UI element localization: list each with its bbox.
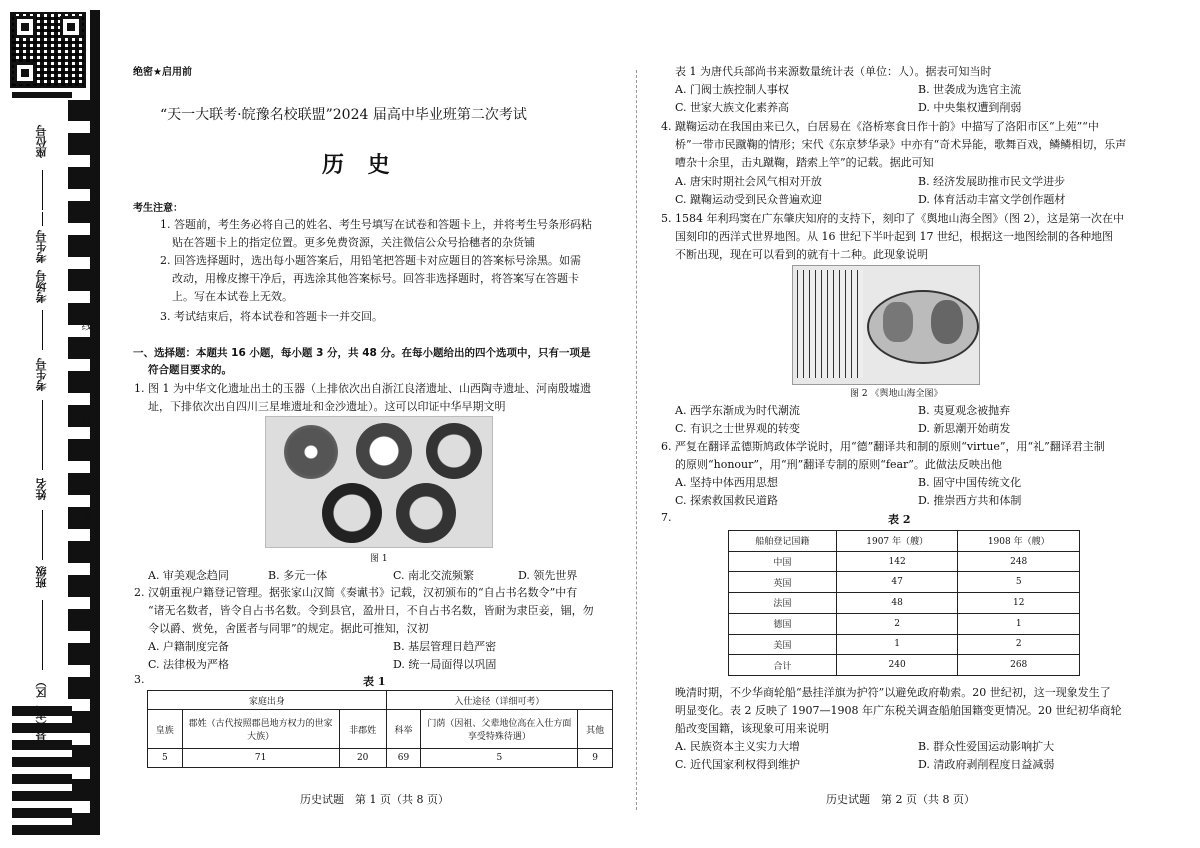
q2-option-b: B. 基层管理日趋严密 (393, 640, 497, 653)
q3-option-b: B. 世袭成为选官主流 (918, 83, 1022, 96)
column-divider (636, 70, 637, 810)
table1-header: 郡姓（古代按照郡邑地方权力的世家大族） (182, 710, 339, 749)
table2-cell: 法国 (729, 593, 837, 614)
table1-cell: 69 (386, 748, 421, 767)
notice-line: 3. 考试结束后，将本试卷和答题卡一并交回。 (160, 310, 383, 323)
q2-text: “诸无名数者，皆令自占书名数。令到县官，盈卅日，不自占书名数，皆耐为隶臣妾，锢，勿 (148, 604, 594, 617)
table2-header: 1907 年（艘） (836, 531, 958, 552)
q4-option-a: A. 唐宋时期社会风气相对开放 (675, 175, 822, 188)
table1-cell: 20 (339, 748, 386, 767)
table1-header: 皇族 (148, 710, 183, 749)
bind-word-order: 订 (80, 415, 93, 426)
room-line (42, 310, 43, 350)
q3-number: 3. (134, 673, 145, 686)
q6-text: 的原则“honour”，用“刑”翻译专制的原则“fear”。此做法反映出他 (675, 458, 1002, 471)
q4-option-d: D. 体育活动丰富文学创作题材 (918, 193, 1066, 206)
qr-code (10, 12, 86, 88)
notice-title: 考生注意： (133, 203, 183, 214)
bind-word-line: 线 (80, 320, 93, 331)
footer-right: 历史试题 第 2 页（共 8 页） (826, 793, 975, 806)
figure2-caption: 图 2 《舆地山海全图》 (850, 389, 943, 399)
table2-cell: 268 (958, 655, 1080, 676)
q5-option-d: D. 新思潮开始萌发 (918, 422, 1011, 435)
q7-number: 7. (661, 511, 672, 524)
figure1-caption: 图 1 (370, 554, 388, 564)
table2-cell: 142 (836, 551, 958, 572)
q1-option-d: D. 领先世界 (518, 569, 578, 582)
candidate-no-line (42, 400, 43, 470)
binding-strip (0, 0, 100, 848)
class-label: 班级 (35, 566, 48, 588)
line (42, 212, 43, 226)
q1-text: 1. 图 1 为中华文化遗址出土的玉器（上排依次出自浙江良渚遗址、山西陶寺遗址、河南殷墟遗 (134, 382, 591, 395)
candidate-label: 考生号 (35, 230, 48, 263)
q1-text: 址，下排依次出自四川三星堆遗址和金沙遗址）。这可以印证中华早期文明 (148, 400, 506, 413)
bind-word-bind: 装 (80, 508, 93, 519)
subject-title: 历 史 (322, 152, 398, 178)
q6-text: 6. 严复在翻译孟德斯鸠政体学说时，用“德”翻译共和制的原则“virtue”，用“礼”翻译君主制 (661, 440, 1105, 453)
table1-header: 科举 (386, 710, 421, 749)
q4-text: 嘈杂十余里，击丸蹴鞠，踏索上竿”的记载。据此可知 (675, 156, 934, 169)
q5-text: 5. 1584 年利玛窦在广东肇庆知府的支持下，刻印了《舆地山海全图》（图 2），这是第一次在中 (661, 212, 1124, 225)
seat-label: 座位号 (35, 125, 48, 158)
jade-artifacts-photo (265, 416, 493, 548)
q7-option-c: C. 近代国家利权得到维护 (675, 758, 801, 771)
world-map-image (792, 265, 980, 385)
notice-line: 2. 回答选择题时，选出每小题答案后，用铅笔把答题卡对应题目的答案标号涂黑。如需 (160, 254, 581, 267)
table2-header: 1908 年（艘） (958, 531, 1080, 552)
table2-cell: 47 (836, 572, 958, 593)
name-label: 姓名 (35, 478, 48, 500)
q6-option-b: B. 固守中国传统文化 (918, 476, 1022, 489)
q7-option-d: D. 清政府剥削程度日益减弱 (918, 758, 1055, 771)
class-line (42, 600, 43, 670)
table1-header: 其他 (578, 710, 613, 749)
q7-text: 明显变化。表 2 反映了 1907—1908 年广东税关调查船舶国籍变更情况。20 世纪初华商轮 (675, 704, 1122, 717)
q3-followup: 表 1 为唐代兵部尚书来源数量统计表（单位：人）。据表可知当时 (675, 65, 992, 78)
name-line (42, 510, 43, 560)
table1 (147, 690, 613, 768)
table1-cell: 5 (148, 748, 183, 767)
notice-line: 上。写在本试卷上无效。 (172, 290, 293, 303)
table1-title: 表 1 (363, 675, 386, 688)
table1-cell: 9 (578, 748, 613, 767)
table2-cell: 美国 (729, 634, 837, 655)
q2-option-c: C. 法律极为严格 (148, 658, 230, 671)
table1-cell: 71 (182, 748, 339, 767)
notice-line: 贴在答题卡上的指定位置。更多免费资源，关注微信公众号拾穗者的杂货铺 (172, 236, 535, 249)
table2-cell: 240 (836, 655, 958, 676)
table2-cell: 中国 (729, 551, 837, 572)
q5-option-c: C. 有识之士世界观的转变 (675, 422, 801, 435)
table1-cell: 5 (421, 748, 578, 767)
section-heading-cont: 符合题目要求的。 (148, 364, 232, 376)
table2-cell: 2 (958, 634, 1080, 655)
q5-option-b: B. 夷夏观念被抛弃 (918, 404, 1011, 417)
table1-group-header: 入仕途径（详细可考） (386, 691, 612, 710)
q6-option-c: C. 探索救国救民道路 (675, 494, 779, 507)
q7-text: 晚清时期，不少华商轮船“悬挂洋旗为护符”以避免政府勒索。20 世纪初，这一现象发生了 (675, 686, 1111, 699)
table2-cell: 5 (958, 572, 1080, 593)
q4-text: 4. 蹴鞠运动在我国由来已久，白居易在《洛桥寒食日作十韵》中描写了洛阳市区“上苑”“中 (661, 120, 1099, 133)
q6-option-a: A. 坚持中体西用思想 (675, 476, 778, 489)
table2-cell: 12 (958, 593, 1080, 614)
section-heading: 一、选择题：本题共 16 小题，每小题 3 分，共 48 分。在每小题给出的四个选项中，只有一项是 (133, 347, 591, 359)
seat-line (42, 170, 43, 210)
table1-group-header: 家庭出身 (148, 691, 387, 710)
q2-text: 令以爵、赏免，舍匿者与同罪”的规定。据此可推知，汉初 (148, 622, 429, 635)
table2-cell: 48 (836, 593, 958, 614)
q7-option-a: A. 民族资本主义实力大增 (675, 740, 800, 753)
secret-mark: 绝密★启用前 (133, 67, 192, 78)
q4-text: 桥”一带市民蹴鞠的情形；宋代《东京梦华录》中亦有“奇术异能，歌舞百戏，鳞鳞相切，乐声 (675, 138, 1127, 151)
table1-header: 非郡姓 (339, 710, 386, 749)
q2-text: 2. 汉朝重视户籍登记管理。据张家山汉简《奏谳书》记载，汉初颁布的“自占书名数令”中有 (134, 586, 578, 599)
table2-cell: 1 (836, 634, 958, 655)
county-label: 县（市、区） (35, 676, 48, 742)
notice-line: 1. 答题前，考生务必将自己的姓名、考生号填写在试卷和答题卡上，并将考生号条形码粘 (160, 218, 592, 231)
table2-cell: 1 (958, 613, 1080, 634)
notice-line: 改动，用橡皮擦干净后，再选涂其他答案标号。回答非选择题时，将答案写在答题卡 (172, 272, 579, 285)
table2-title: 表 2 (888, 513, 911, 526)
q1-option-c: C. 南北交流频繁 (393, 569, 475, 582)
q6-option-d: D. 推崇西方共和体制 (918, 494, 1022, 507)
q5-text: 不断出现，现在可以看到的就有十二种。此现象说明 (675, 248, 928, 261)
table2-cell: 德国 (729, 613, 837, 634)
table1-header: 门荫（因祖、父辈地位高在入仕方面享受特殊待遇） (421, 710, 578, 749)
footer-left: 历史试题 第 1 页（共 8 页） (300, 793, 449, 806)
table2 (728, 530, 1080, 676)
exam-title: “天一大联考·皖豫名校联盟”2024 届高中毕业班第二次考试 (160, 107, 527, 123)
q4-option-b: B. 经济发展助推市民文学进步 (918, 175, 1066, 188)
q5-option-a: A. 西学东渐成为时代潮流 (675, 404, 800, 417)
q7-option-b: B. 群众性爱国运动影响扩大 (918, 740, 1055, 753)
table2-cell: 合计 (729, 655, 837, 676)
table2-cell: 英国 (729, 572, 837, 593)
q3-option-c: C. 世家大族文化素养高 (675, 101, 790, 114)
q1-option-b: B. 多元一体 (268, 569, 328, 582)
q3-option-a: A. 门阀士族控制人事权 (675, 83, 789, 96)
q5-text: 国刻印的西洋式世界地图。从 16 世纪下半叶起到 17 世纪，根据这一地图绘制的各种地图 (675, 230, 1113, 243)
room-label: 考场号 (35, 270, 48, 303)
q3-option-d: D. 中央集权遭到削弱 (918, 101, 1022, 114)
q2-option-d: D. 统一局面得以巩固 (393, 658, 497, 671)
q7-text: 船改变国籍，该现象可用来说明 (675, 722, 829, 735)
candidate-no-label: 考生号 (35, 358, 48, 391)
q4-option-c: C. 蹴鞠运动受到民众普遍欢迎 (675, 193, 823, 206)
q1-option-a: A. 审美观念趋同 (148, 569, 229, 582)
table2-cell: 248 (958, 551, 1080, 572)
table2-header: 船舶登记国籍 (729, 531, 837, 552)
q2-option-a: A. 户籍制度完备 (148, 640, 229, 653)
table2-cell: 2 (836, 613, 958, 634)
